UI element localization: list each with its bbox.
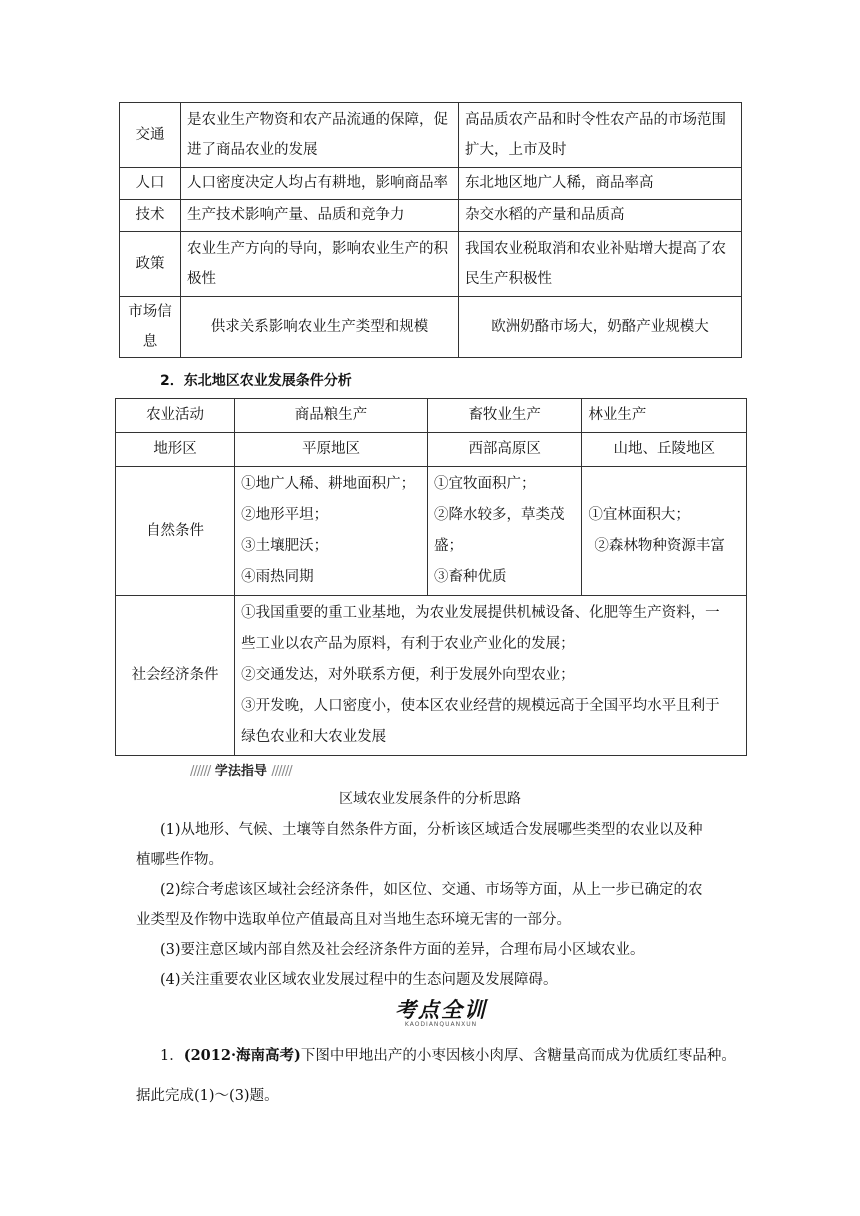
table-row [120, 200, 742, 232]
list-item: ①宜牧面积广； [433, 476, 536, 492]
terrain-cell: 平原地区 [235, 433, 428, 467]
row-effect: 人口密度决定人均占有耕地，影响商品率 [181, 168, 459, 200]
list-item: ④雨热同期 [241, 569, 314, 585]
list-item: ③开发晚，人口密度小，使本区农业经营的规模远高于全国平均水平且利于 [241, 698, 720, 714]
guide-line: (1)从地形、气候、土壤等自然条件方面，分析该区域适合发展哪些类型的农业以及种 [160, 822, 703, 838]
guide-banner-label: 学法指导 [214, 764, 267, 779]
row-label: 市场信息 [120, 297, 181, 358]
natural-grain-cell [235, 467, 428, 596]
row-effect: 生产技术影响产量、品质和竞争力 [181, 200, 459, 232]
list-item: ②地形平坦； [241, 507, 329, 523]
header-cell: 农业活动 [116, 399, 235, 433]
social-cell [235, 596, 747, 756]
guide-item [136, 875, 746, 935]
question-source: (2012·海南高考) [183, 1047, 301, 1064]
guide-title: 区域农业发展条件的分析思路 [339, 791, 521, 807]
table-row [120, 168, 742, 200]
guide-item [136, 935, 746, 965]
row-example: 我国农业税取消和农业补贴增大提高了农民生产积极性 [459, 232, 742, 297]
guide-item [136, 815, 746, 875]
section-logo [395, 994, 487, 1028]
guide-banner [190, 760, 292, 779]
table-row [120, 103, 742, 168]
terrain-cell: 山地、丘陵地区 [582, 433, 747, 467]
list-item: ③畜种优质 [433, 569, 507, 585]
header-cell: 畜牧业生产 [427, 399, 581, 433]
guide-line: 业类型及作物中选取单位产值最高且对当地生态环境无害的一部分。 [136, 912, 571, 928]
divider: ////// [271, 764, 292, 779]
list-item: ①我国重要的重工业基地，为农业发展提供机械设备、化肥等生产资料，一 [241, 605, 720, 621]
question-1 [136, 1036, 760, 1116]
table-header-row [116, 399, 747, 433]
list-item: ②森林物种资源丰富 [594, 538, 725, 554]
agri-factor-table [119, 102, 742, 358]
row-effect: 农业生产方向的导向，影响农业生产的积极性 [181, 232, 459, 297]
question-number: 1． [160, 1048, 184, 1064]
northeast-agri-table [115, 398, 747, 756]
natural-forest-cell [582, 467, 747, 596]
list-item: ②降水较多，草类茂 [433, 507, 565, 523]
natural-livestock-cell [427, 467, 581, 596]
guide-line: (4)关注重要农业区域农业发展过程中的生态问题及发展障碍。 [160, 972, 558, 988]
row-example: 杂交水稻的产量和品质高 [459, 200, 742, 232]
row-example: 高品质农产品和时令性农产品的市场范围扩大，上市及时 [459, 103, 742, 168]
row-example: 东北地区地广人稀，商品率高 [459, 168, 742, 200]
terrain-label: 地形区 [116, 433, 235, 467]
list-item: ②交通发达，对外联系方便，利于发展外向型农业； [241, 667, 575, 683]
question-text: 下图中甲地出产的小枣因核小肉厚、含糖量高而成为优质红枣品种。 [300, 1048, 736, 1064]
section-heading: 2．东北地区农业发展条件分析 [160, 373, 352, 389]
logo-subtitle: KAODIANQUANXUN [404, 1021, 478, 1028]
row-example: 欧洲奶酪市场大，奶酪产业规模大 [459, 297, 742, 358]
guide-line: (2)综合考虑该区域社会经济条件，如区位、交通、市场等方面，从上一步已确定的农 [160, 882, 703, 898]
social-label: 社会经济条件 [116, 596, 235, 756]
divider: ////// [190, 764, 211, 779]
guide-line: 植哪些作物。 [136, 852, 223, 868]
list-item: ①地广人稀、耕地面积广； [241, 476, 416, 492]
question-text-cont: 据此完成(1)～(3)题。 [136, 1088, 279, 1104]
list-item: ③土壤肥沃； [241, 538, 329, 554]
table-row [120, 232, 742, 297]
header-cell: 商品粮生产 [235, 399, 428, 433]
table-row [116, 433, 747, 467]
row-label: 交通 [120, 103, 181, 168]
table-row [120, 297, 742, 358]
row-effect: 供求关系影响农业生产类型和规模 [181, 297, 459, 358]
row-label: 人口 [120, 168, 181, 200]
header-cell: 林业生产 [582, 399, 747, 433]
list-item: 盛； [433, 538, 463, 554]
terrain-cell: 西部高原区 [427, 433, 581, 467]
natural-label: 自然条件 [116, 467, 235, 596]
logo-title: 考点全训 [395, 997, 487, 1022]
table-row [116, 467, 747, 596]
list-item: 绿色农业和大农业发展 [241, 729, 387, 745]
row-label: 政策 [120, 232, 181, 297]
guide-item [136, 965, 746, 995]
guide-line: (3)要注意区域内部自然及社会经济条件方面的差异，合理布局小区域农业。 [160, 942, 645, 958]
list-item: 些工业以农产品为原料，有利于农业产业化的发展； [241, 636, 575, 652]
list-item: ①宜林面积大； [588, 507, 690, 523]
table-row [116, 596, 747, 756]
row-label: 技术 [120, 200, 181, 232]
row-effect: 是农业生产物资和农产品流通的保障，促进了商品农业的发展 [181, 103, 459, 168]
